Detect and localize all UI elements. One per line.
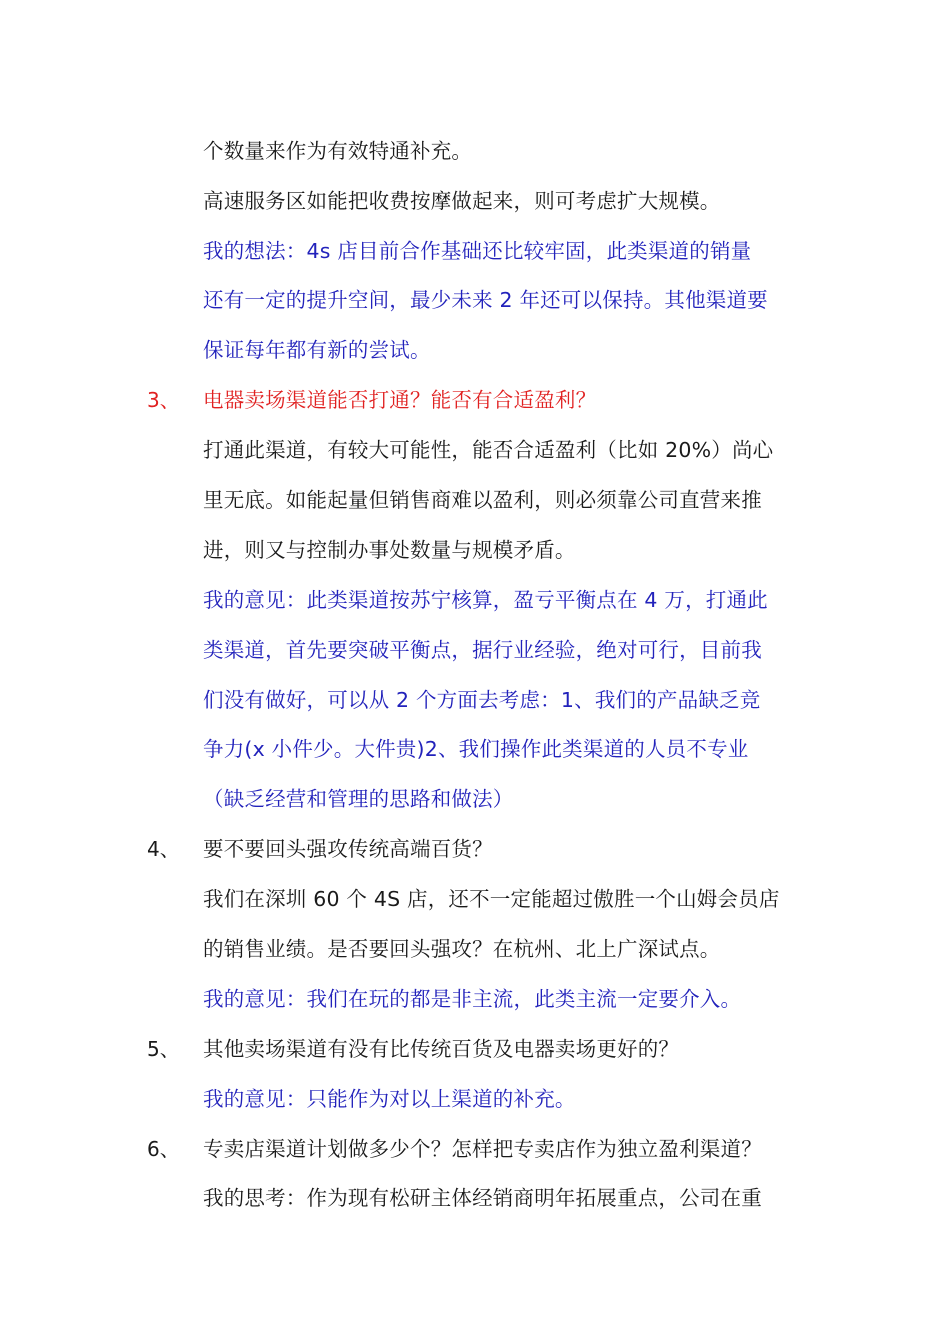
question-heading: 电器卖场渠道能否打通？能否有合适盈利？ [203, 388, 597, 412]
comment-line: 类渠道，首先要突破平衡点，据行业经验，绝对可行，目前我 [203, 638, 762, 662]
text-line: 个数量来作为有效特通补充。 [203, 139, 473, 163]
text-line: 的销售业绩。是否要回头强攻？在杭州、北上广深试点。 [203, 937, 721, 961]
text-line: 我的思考：作为现有松研主体经销商明年拓展重点，公司在重 [203, 1186, 762, 1210]
item-number: 4、 [147, 837, 180, 861]
text-line: 进，则又与控制办事处数量与规模矛盾。 [203, 538, 576, 562]
comment-line: 我的意见：我们在玩的都是非主流，此类主流一定要介入。 [203, 987, 742, 1011]
question-heading: 其他卖场渠道有没有比传统百货及电器卖场更好的？ [203, 1037, 680, 1061]
item-number: 6、 [147, 1137, 180, 1161]
text-line: 里无底。如能起量但销售商难以盈利，则必须靠公司直营来推 [203, 488, 762, 512]
comment-line: 争力(x 小件少。大件贵)2、我们操作此类渠道的人员不专业 [203, 737, 749, 761]
text-line: 高速服务区如能把收费按摩做起来，则可考虑扩大规模。 [203, 189, 721, 213]
comment-line: 还有一定的提升空间，最少未来 2 年还可以保持。其他渠道要 [203, 288, 768, 312]
comment-line: 我的意见：此类渠道按苏宁核算，盈亏平衡点在 4 万，打通此 [203, 588, 768, 612]
item-number: 3、 [147, 388, 180, 412]
text-line: 我们在深圳 60 个 4S 店，还不一定能超过傲胜一个山姆会员店 [203, 887, 780, 911]
question-heading: 专卖店渠道计划做多少个？怎样把专卖店作为独立盈利渠道？ [203, 1137, 762, 1161]
comment-line: 我的意见：只能作为对以上渠道的补充。 [203, 1087, 576, 1111]
comment-line: 们没有做好，可以从 2 个方面去考虑：1、我们的产品缺乏竞 [203, 688, 761, 712]
comment-line: 保证每年都有新的尝试。 [203, 338, 431, 362]
comment-line: （缺乏经营和管理的思路和做法） [203, 787, 514, 811]
text-line: 打通此渠道，有较大可能性，能否合适盈利（比如 20%）尚心 [203, 438, 774, 462]
question-heading: 要不要回头强攻传统高端百货？ [203, 837, 493, 861]
item-number: 5、 [147, 1037, 180, 1061]
comment-line: 我的想法：4s 店目前合作基础还比较牢固，此类渠道的销量 [203, 239, 752, 263]
